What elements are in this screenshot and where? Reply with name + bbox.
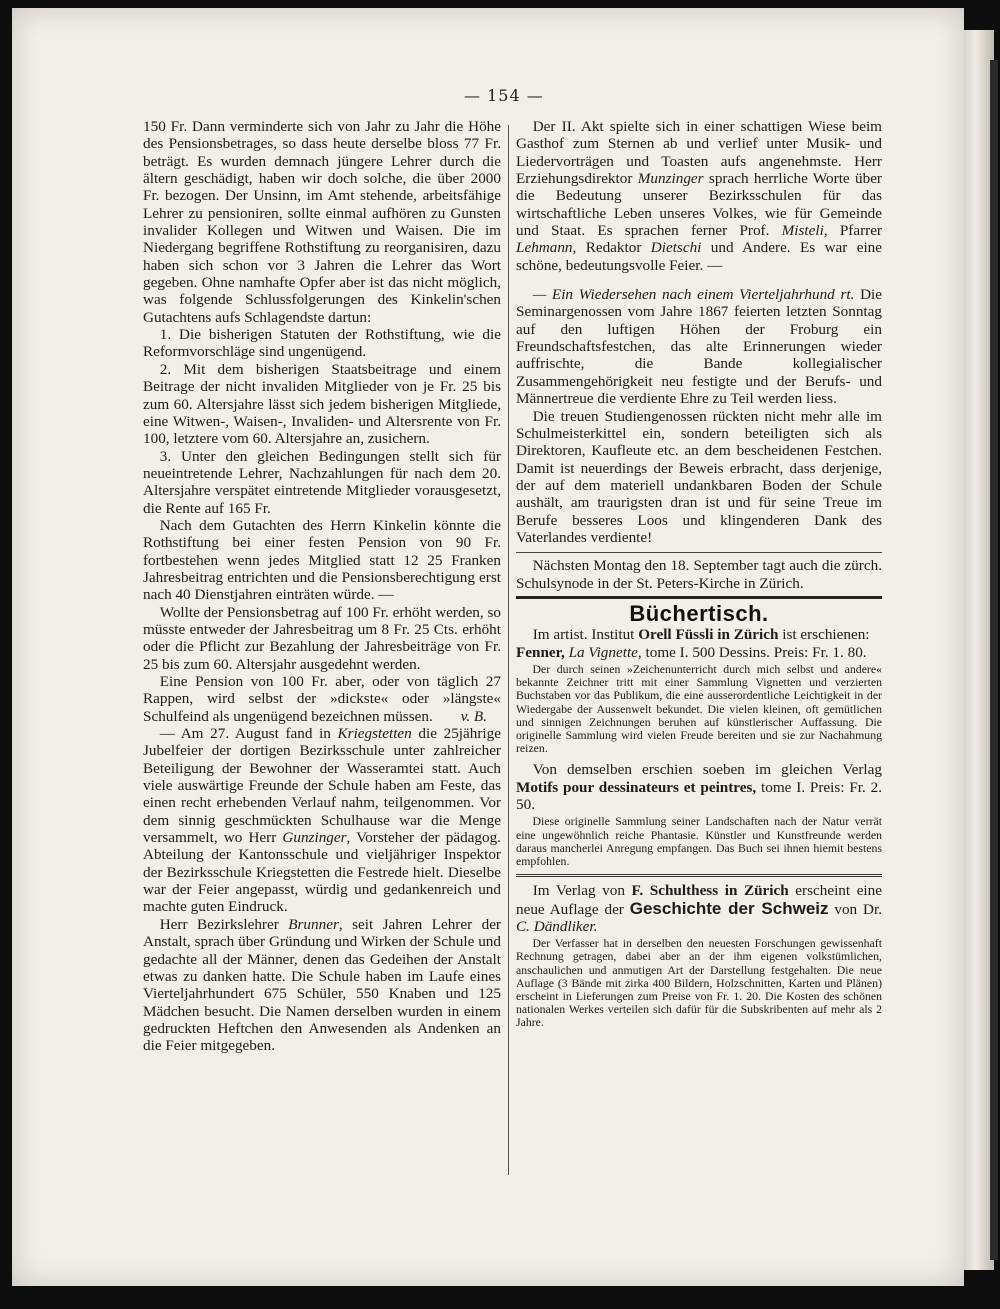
person-name: Brunner — [288, 915, 339, 933]
book-title: La Vignette — [568, 643, 638, 661]
paragraph: Von demselben erschien soeben im gleichen Verlag Motifs pour dessinateurs et peintres, tome I. Preis: Fr. 2. 50. — [516, 761, 883, 814]
book-title: Geschichte der Schweiz — [629, 898, 829, 918]
book-entry: Fenner, La Vignette, tome I. 500 Dessins. Preis: Fr. 1. 80. — [516, 643, 867, 661]
article-title: — Ein Wiedersehen nach einem Vierteljahrhund rt. — [532, 286, 855, 304]
paragraph: 1. Die bisherigen Statuten der Rothstiftung, wie die Reformvorschläge sind ungenügend. — [143, 326, 501, 361]
place-name: Kriegstetten — [337, 725, 412, 743]
paragraph: Nächsten Montag den 18. September tagt auch die zürch. Schulsynode in der St. Peters-Kirche in Zürich. — [516, 557, 882, 592]
paragraph: Im Verlag von F. Schulthess in Zürich erscheint eine neue Auflage der Geschichte der Schweiz von Dr. C. Dändliker. — [516, 882, 882, 935]
publisher: F. Schulthess in Zürich — [631, 882, 789, 900]
person-name: Dietschi — [650, 239, 702, 257]
paragraph: 2. Mit dem bisherigen Staatsbeitrage und einem Beitrage der nicht invaliden Mitglieder von je Fr. 25 bis zum 60. Altersjahre lässt sich jedem bisherigen Mitgliede, eine Witwen-, Waisen-, Invaliden- und Altersrente von Fr. 100, letztere vom 60. Altersjahre an, zusichern. — [143, 360, 501, 448]
right-column — [516, 118, 882, 1036]
person-name: Lehmann — [516, 239, 573, 257]
paragraph: 150 Fr. Dann verminderte sich von Jahr zu Jahr die Höhe des Pensionsbetrages, so dass heute derselbe bloss 77 Fr. beträgt. Es wurden demnach jüngere Lehrer durch die ältern geschädigt, haben wir doch solche, die über 2000 Fr. bezogen. Der Unsinn, im Amt stehende, arbeitsfähige Lehrer zu pensioniren, sollte einmal aufhören zu Gunsten invalider Kollegen und Witwen und Waisen. Die im Niedergang begriffene Rothstiftung zu reorganisiren, dazu haben sich schon vor 3 Jahren die Lehrer das Wort gegeben. Ohne namhafte Opfer aber ist das nicht möglich, was folgende Schlussfolgerungen des Kinkelin'schen Gutachtens aufs Schlagendste dartun: — [143, 118, 501, 326]
paragraph: Im artist. Institut Orell Füssli in Zürich ist erschienen: — [532, 626, 870, 644]
paragraph: Eine Pension von 100 Fr. aber, oder von täglich 27 Rappen, wird selbst der »dickste« oder »längste« Schulfeind als ungenügend bezeichnen müssen. — [143, 673, 501, 725]
publisher: Orell Füssli in Zürich — [638, 626, 779, 644]
paragraph: Herr Bezirkslehrer Brunner, seit Jahren Lehrer der Anstalt, sprach über Gründung und Wirken der Schule und gedachte all der Männer, denen das Gedeihen der Anstalt etwas zu danken hatte. Die Schule haben im Laufe eines Vierteljahrhundert 675 Schüler, 550 Knaben und 125 Mädchen besucht. Die Namen derselben wurden in einem gedruckten Heftchen den Anwesenden als Andenken an die Feier mitgegeben. — [143, 915, 501, 1055]
paragraph: Wollte der Pensionsbetrag auf 100 Fr. erhöht werden, so müsste entweder der Jahresbeitrag um 8 Fr. 25 Cts. erhöht oder die Pflicht zur Bezahlung der Jahresbeiträge von Fr. 25 bis zum 60. Altersjahr ausgedehnt werden. — [143, 603, 501, 673]
author: C. Dändliker. — [516, 917, 598, 935]
book-review: Der Verfasser hat in derselben den neuesten Forschungen gewissenhaft Rechnung getragen, dabei aber an der ihm eigenen volkstümlichen, anschaulichen und anmutigen Art der Darstellung festgehalten. Die neue Auflage (3 Bände mit zirka 400 Bildern, Holzschnitten, Karten und Plänen) erscheint in Lieferungen zum Preise von Fr. 1. 20. Die Kosten des schönen nationalen Werkes verteilen sich dafür für die Subskribenten auf mehr als 2 Jahre. — [516, 936, 882, 1030]
person-name: Misteli — [781, 222, 824, 240]
separator — [516, 552, 882, 553]
author: Fenner, — [516, 643, 565, 661]
page-edge-shadow — [990, 60, 998, 1260]
section-heading: Büchertisch. — [629, 600, 769, 626]
person-name: Munzinger — [637, 170, 704, 188]
column-divider — [508, 125, 509, 1175]
book-title: Motifs pour dessinateurs et peintres, — [516, 778, 757, 796]
separator-double — [516, 874, 882, 877]
person-name: Gunzinger — [282, 829, 347, 847]
paragraph: Der II. Akt spielte sich in einer schattigen Wiese beim Gasthof zum Sternen ab und verlief unter Musik- und Liedervorträgen und Toasten aufs angenehmste. Herr Erziehungsdirektor Munzinger sprach herrliche Worte über die Bedeutung unserer Bezirksschulen für das wirtschaftliche Leben unseres Volkes, wie für Gemeinde und Staat. Es sprachen ferner Prof. Misteli, Pfarrer Lehmann, Redaktor Dietschi und Andere. Es war eine schöne, bedeutungsvolle Feier. — — [516, 118, 883, 274]
signature: v. B. — [460, 707, 487, 725]
separator-thick — [516, 596, 882, 599]
book-review: Diese originelle Sammlung seiner Landschaften nach der Natur verrät eine ungewöhnlich reiche Phantasie. Künstler und Kunstfreunde werden daraus mancherlei Anregung empfangen. Das Buch sei ihnen hiemit bestens empfohlen. — [516, 814, 882, 869]
paragraph: Die treuen Studiengenossen rückten nicht mehr alle im Schulmeisterkittel ein, sondern beteiligten sich als Direktoren, Kaufleute etc. an dem bescheidenen Festchen. Damit ist neuerdings der Beweis erbracht, dass derjenige, der auf dem materiell undankbaren Boden der Schule aushält, am traurigsten dran ist und für seine Treue im Berufe besseres Loos und klingenderen Dank des Vaterlandes verdiente! — [516, 407, 882, 546]
paragraph: Nach dem Gutachten des Herrn Kinkelin könnte die Rothstiftung bei einer festen Pension von 90 Fr. fortbestehen wenn jedes Mitglied statt 12 25 Franken Jahresbeitrag entrichten und die Pensionsberechtigung erst nach 40 Dienstjahren einträten würde. — — [143, 516, 501, 604]
paragraph: 3. Unter den gleichen Bedingungen stellt sich für neueintretende Lehrer, Nachzahlungen für nach dem 20. Altersjahre verspätet eintretende Mitglieder vorausgesetzt, die Rente auf 165 Fr. — [143, 447, 501, 517]
page-number: — 154 — — [464, 86, 544, 105]
paragraph: — Ein Wiedersehen nach einem Vierteljahrhund rt. Die Seminargenossen vom Jahre 1867 feierten letzten Sonntag auf den luftigen Höhen der Froburg ein Freundschaftsfestchen, das alte Erinnerungen wieder auffrischte, die Bande kollegialischer Zusammengehörigkeit neu festigte und der Berufs- und Männertreue die verdiente Ehre zu Teil werden liess. — [516, 286, 882, 408]
paragraph: — Am 27. August fand in Kriegstetten die 25jährige Jubelfeier der dortigen Bezirksschule unter zahlreicher Beteiligung der Bewohner der Wasseramtei statt. Auch viele auswärtige Freunde der Schule haben am Feste, das einen recht erhebenden Verlauf nahm, teilgenommen. Vor dem sinnig geschmückten Schulhause war die Menge versammelt, wo Herr Gunzinger, Vorsteher der pädagog. Abteilung der Kantonsschule und vieljähriger Inspektor der Bezirksschule Kriegstetten die Festrede hielt. Dieselbe war der Feier angepasst, würdig und gedankenreich und machte guten Eindruck. — [143, 725, 501, 916]
book-review: Der durch seinen »Zeichenunterricht durch mich selbst und andere« bekannte Zeichner tritt mit einer Sammlung Vignetten und verzierten Buchstaben vor das Publikum, die eine ausserordentliche Leichtigkeit in der Wiedergabe der Aussenwelt bekundet. Die vielen kleinen, oft gemütlichen und sinnigen Zeichnungen beruhen auf künstlerischer Auffassung. Die originelle Sammlung wird vielen Freude bereiten und sie zur Nachahmung reizen. — [516, 661, 882, 756]
left-column — [143, 118, 501, 1055]
